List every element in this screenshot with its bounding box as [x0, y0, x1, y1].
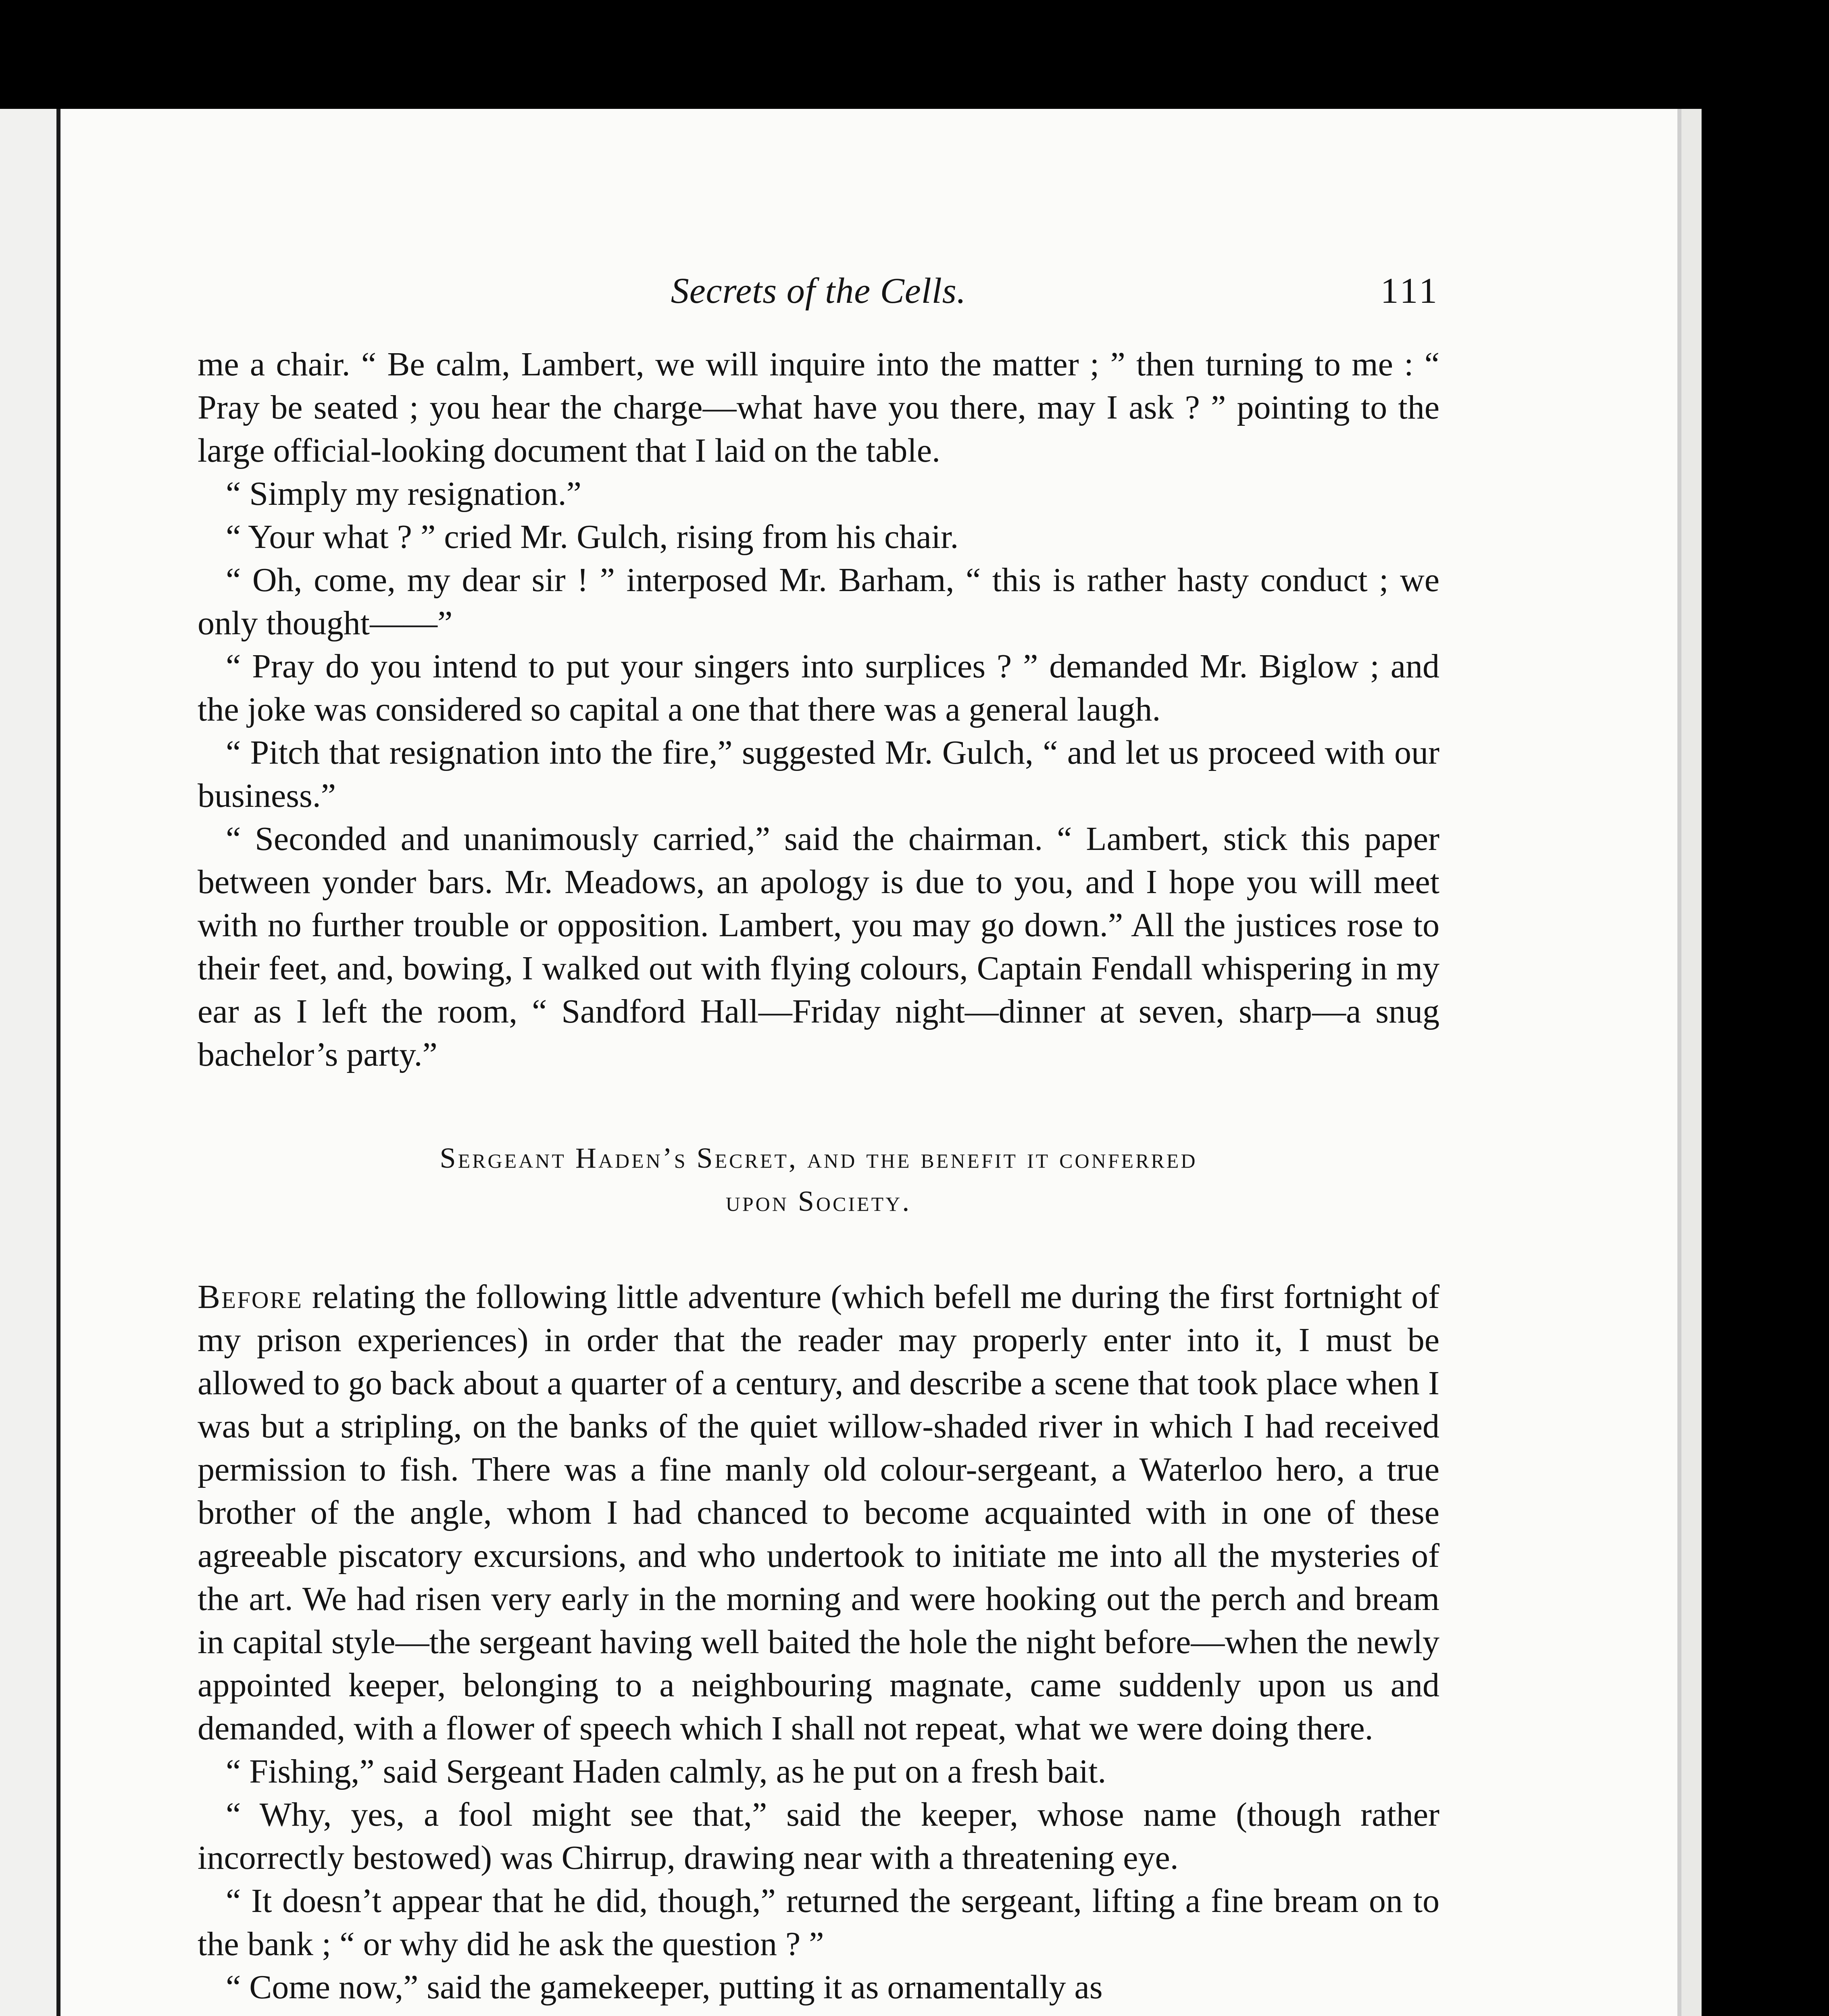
- lead-in-word: Before: [198, 1278, 303, 1316]
- paragraph: “ Why, yes, a fool might see that,” said the keeper, whose name (though rather incorrectly bestowed) was Chirrup, drawing near with a threatening eye.: [198, 1796, 1439, 1876]
- paragraph: “ Seconded and unanimously carried,” said the chairman. “ Lambert, stick this paper between yonder bars. Mr. Meadows, an apology is due to you, and I hope you will meet with no further trouble or opposition. Lambert, you may go down.” All the justices rose to their feet, and, bowing, I walked out with flying colours, Captain Fendall whispering in my ear as I left the room, “ Sandford Hall—Friday night—dinner at seven, sharp—a snug bachelor’s party.”: [198, 820, 1439, 1073]
- paragraph: me a chair. “ Be calm, Lambert, we will inquire into the matter ; ” then turning to me : “ Pray be seated ; you hear the charge—what have you there, may I ask ? ” pointing to the large official-looking document that I laid on the table.: [198, 346, 1439, 469]
- section-heading: [198, 1137, 1439, 1223]
- page-number: 111: [1380, 271, 1439, 311]
- paragraph-body: relating the following little adventure (which befell me during the first fortnight of my prison experiences) in order that the reader may properly enter into it, I must be allowed to go back about a quarter of a century, and describe a scene that took place when I was but a stripling, on the banks of the quiet willow-shaded river in which I had received permission to fish. There was a fine manly old colour-sergeant, a Waterloo hero, a true brother of the angle, whom I had chanced to become acquainted with in one of these agreeable piscatory excursions, and who undertook to initiate me into all the mysteries of the art. We had risen very early in the morning and were hooking out the perch and bream in capital style—the sergeant having well baited the hole the night before—when the newly appointed keeper, belonging to a neighbouring magnate, came suddenly upon us and demanded, with a flower of speech which I shall not repeat, what we were doing there.: [198, 1278, 1439, 1747]
- paragraph: “ Come now,” said the gamekeeper, putting it as ornamentally as: [226, 1968, 1103, 2006]
- paragraph: “ Your what ? ” cried Mr. Gulch, rising from his chair.: [226, 518, 959, 556]
- facing-page-edge: [0, 109, 60, 2016]
- paragraph: “ Pitch that resignation into the fire,” suggested Mr. Gulch, “ and let us proceed with our business.”: [198, 734, 1439, 814]
- running-title: Secrets of the Cells.: [671, 271, 967, 311]
- paragraph: “ Oh, come, my dear sir ! ” interposed Mr. Barham, “ this is rather hasty conduct ; we only thought——”: [198, 561, 1439, 642]
- paragraph: “ It doesn’t appear that he did, though,” returned the sergeant, lifting a fine bream on to the bank ; “ or why did he ask the question ? ”: [198, 1882, 1439, 1963]
- section-heading-line: Sergeant Haden’s Secret, and the benefit it conferred: [440, 1142, 1198, 1174]
- paragraph: “ Simply my resignation.”: [226, 475, 581, 512]
- paragraph: “ Fishing,” said Sergeant Haden calmly, as he put on a fresh bait.: [226, 1753, 1106, 1790]
- page-text-block: [198, 270, 1439, 2009]
- running-head: [198, 270, 1439, 323]
- paragraph: “ Pray do you intend to put your singers into surplices ? ” demanded Mr. Biglow ; and the joke was considered so capital a one that there was a general laugh.: [198, 648, 1439, 728]
- page-fore-edge: [1681, 109, 1702, 2016]
- section-heading-line: upon Society.: [725, 1185, 912, 1217]
- section-first-paragraph: [198, 1275, 1439, 1750]
